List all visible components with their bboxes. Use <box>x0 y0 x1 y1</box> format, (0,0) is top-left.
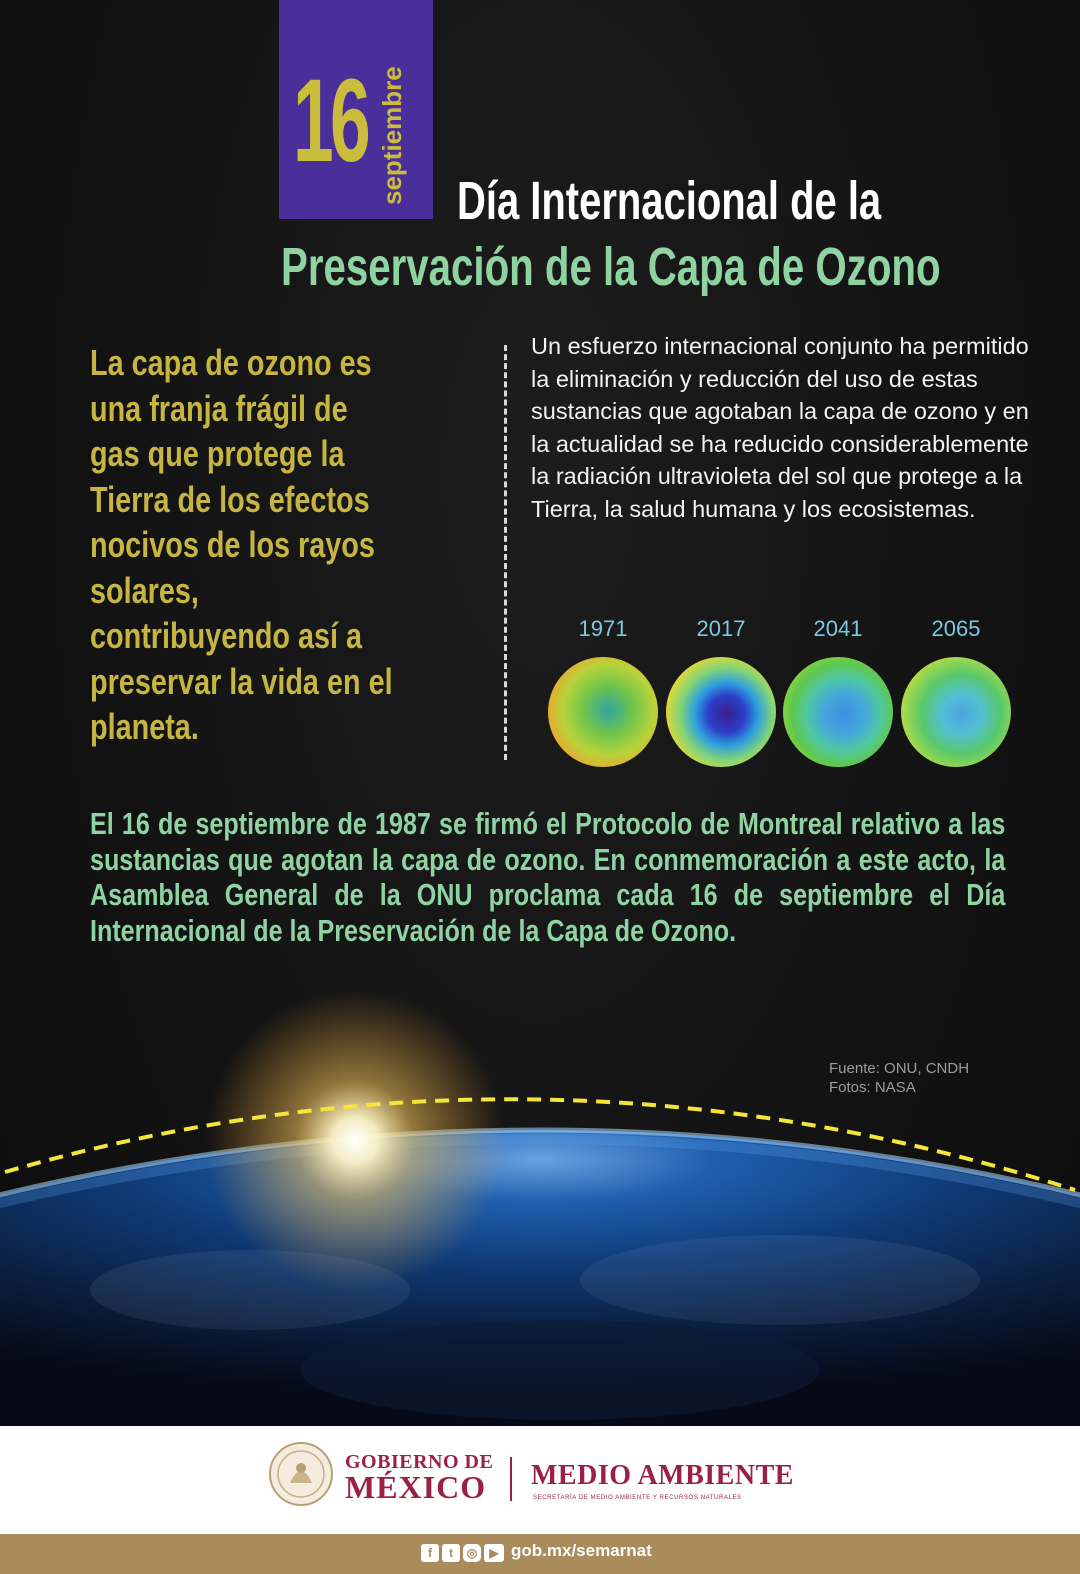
year-label-2041: 2041 <box>813 616 863 641</box>
ozone-map-2065 <box>901 657 1011 767</box>
title-line-1: Día Internacional de la <box>457 171 882 231</box>
year-label-2017: 2017 <box>696 616 746 641</box>
mexico-seal-icon <box>268 1441 334 1507</box>
dashed-divider <box>504 345 507 760</box>
year-label-2065: 2065 <box>931 616 981 641</box>
ozone-definition-text: La capa de ozono es una franja frágil de gas que protege la Tierra de los efectos nocivos de los rayos solares, contribuyendo así a preservar la vida en el planeta. <box>90 342 393 747</box>
source-line: Fuente: ONU, CNDH <box>829 1060 970 1077</box>
montreal-protocol-text: El 16 de septiembre de 1987 se firmó el Protocolo de Montreal relativo a las sustancias que agotan la capa de ozono. En conmemoración a este acto, la Asamblea General de la ONU proclama cada 16 de septiembre el Día Internacional de la Preservación de la Capa de Ozono. <box>90 806 1006 948</box>
ozone-map-1971 <box>548 657 658 767</box>
title-line-2: Preservación de la Capa de Ozono <box>281 237 941 297</box>
photo-credit-line: Fotos: NASA <box>829 1079 916 1096</box>
website-link[interactable]: gob.mx/semarnat <box>511 1541 652 1560</box>
date-badge <box>279 0 433 219</box>
ministry-subtitle: SECRETARÍA DE MEDIO AMBIENTE Y RECURSOS NATURALES <box>533 1495 742 1501</box>
youtube-icon[interactable]: ▶ <box>484 1544 504 1562</box>
facebook-icon[interactable]: f <box>421 1544 439 1562</box>
ozone-map-2017 <box>666 657 776 767</box>
ozone-map-2041 <box>783 657 893 767</box>
earth-horizon-image <box>0 960 1080 1426</box>
year-label-1971: 1971 <box>578 616 628 641</box>
instagram-icon[interactable]: ◎ <box>463 1544 481 1562</box>
date-day: 16 <box>293 55 367 187</box>
footer-divider <box>510 1457 512 1501</box>
mexico-label: MÉXICO <box>345 1469 487 1505</box>
source-credits <box>829 1059 969 1097</box>
ministry-label: MEDIO AMBIENTE <box>531 1460 794 1491</box>
gobierno-label: GOBIERNO DE <box>345 1451 494 1473</box>
international-effort-text: Un esfuerzo internacional conjunto ha permitido la eliminación y reducción del uso de estas sustancias que agotaban la capa de ozono y en la actualidad se ha reducido considerablemente la radiación ultravioleta del sol que protege a la Tierra, la salud humana y los ecosistemas. <box>531 333 1029 522</box>
twitter-icon[interactable]: t <box>442 1544 460 1562</box>
date-month: septiembre <box>377 66 407 205</box>
